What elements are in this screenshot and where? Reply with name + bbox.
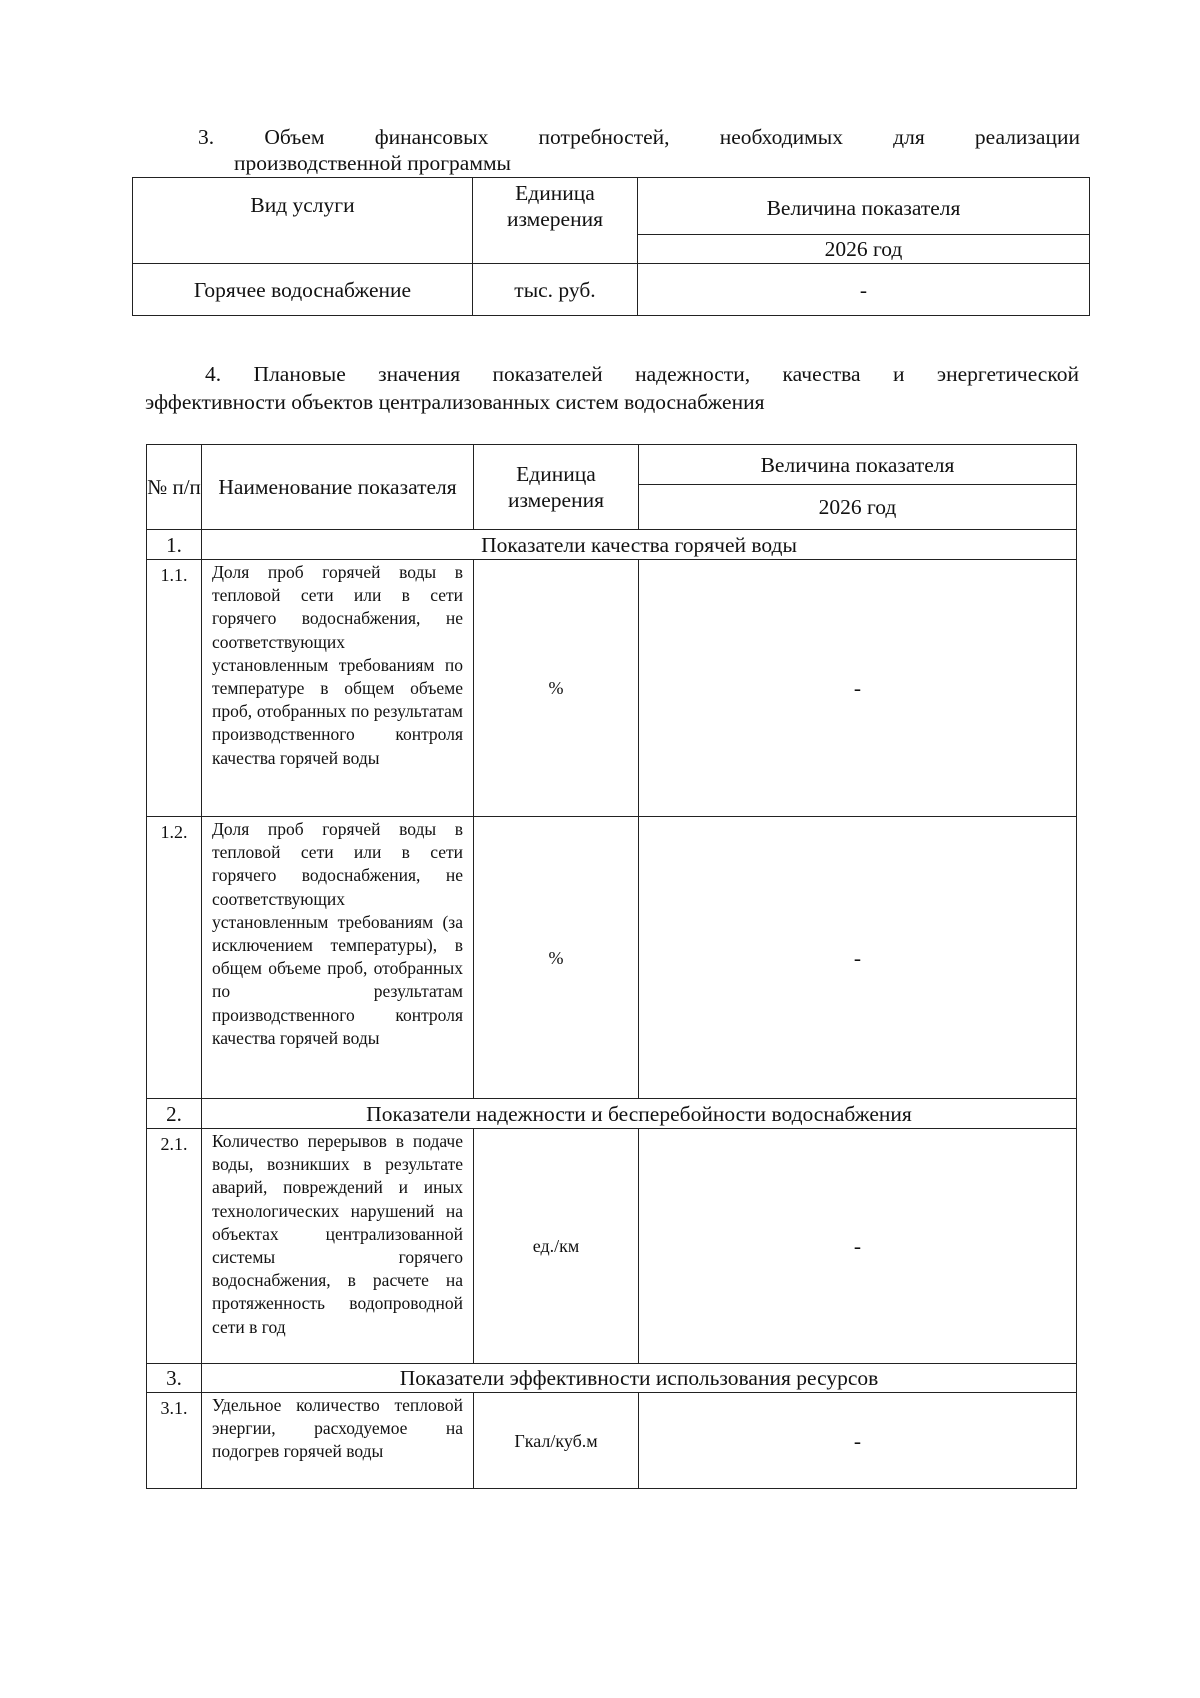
section-3-heading-line-1 xyxy=(198,124,1080,150)
section-title: Показатели эффективности использования ресурсов xyxy=(202,1364,1077,1393)
heading-word: энергетической xyxy=(936,362,1079,386)
indicator-name: Доля проб горячей воды в тепловой сети или в сети горячего водоснабжения, не соответствующих установленным требованиям (за исключением температуры), в общем объеме проб, отобранных по результатам производственного контроля качества горячей воды xyxy=(202,817,474,1099)
indicator-value: - xyxy=(639,1129,1077,1364)
section-title: Показатели надежности и бесперебойности водоснабжения xyxy=(202,1099,1077,1129)
cell-value: - xyxy=(638,264,1090,316)
row-number: 1.1. xyxy=(147,560,202,817)
header-value: Величина показателя xyxy=(639,445,1077,485)
heading-word: 4. xyxy=(205,362,222,386)
indicator-name: Удельное количество тепловой энергии, расходуемое на подогрев горячей воды xyxy=(202,1393,474,1489)
heading-word: показателей xyxy=(492,362,603,386)
section-title: Показатели качества горячей воды xyxy=(202,530,1077,560)
indicator-value: - xyxy=(639,1393,1077,1489)
indicators-table xyxy=(146,444,1077,1489)
heading-word: надежности, xyxy=(635,362,751,386)
indicator-unit: % xyxy=(474,817,639,1099)
header-value: Величина показателя xyxy=(638,178,1090,235)
indicator-unit: ед./км xyxy=(474,1129,639,1364)
section-3-heading xyxy=(198,124,1080,176)
indicator-value: - xyxy=(639,560,1077,817)
heading-word: значения xyxy=(378,362,461,386)
header-unit: Единица измерения xyxy=(474,445,639,530)
section-4-heading-line-1 xyxy=(145,360,1079,388)
indicator-value: - xyxy=(639,817,1077,1099)
row-number: 1.2. xyxy=(147,817,202,1099)
header-name: Наименование показателя xyxy=(202,445,474,530)
cell-unit: тыс. руб. xyxy=(473,264,638,316)
indicator-name: Количество перерывов в подаче воды, возникших в результате аварий, повреждений и иных технологических нарушений на объектах централизованной системы горячего водоснабжения, в расчете на протяженность водопроводной сети в год xyxy=(202,1129,474,1364)
heading-word: необходимых xyxy=(719,125,843,149)
header-unit: Единица измерения xyxy=(473,178,638,264)
indicator-unit: % xyxy=(474,560,639,817)
header-service: Вид услуги xyxy=(133,178,473,264)
section-4-heading-line-2: эффективности объектов централизованных систем водоснабжения xyxy=(145,390,765,414)
heading-word: качества xyxy=(782,362,861,386)
heading-word: реализации xyxy=(974,125,1080,149)
cell-service: Горячее водоснабжение xyxy=(133,264,473,316)
indicator-unit: Гкал/куб.м xyxy=(474,1393,639,1489)
heading-word: и xyxy=(892,362,905,386)
section-number: 1. xyxy=(147,530,202,560)
section-3-number: 3. xyxy=(198,125,215,149)
financial-needs-table xyxy=(132,177,1090,316)
section-number: 2. xyxy=(147,1099,202,1129)
row-number: 2.1. xyxy=(147,1129,202,1364)
heading-word: Плановые xyxy=(253,362,346,386)
heading-word: финансовых xyxy=(374,125,489,149)
heading-word: для xyxy=(893,125,925,149)
section-4-heading xyxy=(145,360,1079,416)
header-year: 2026 год xyxy=(639,485,1077,530)
heading-word: Объем xyxy=(264,125,325,149)
heading-word: потребностей, xyxy=(538,125,670,149)
section-number: 3. xyxy=(147,1364,202,1393)
section-3-heading-line-2: производственной программы xyxy=(234,151,512,175)
header-year: 2026 год xyxy=(638,235,1090,264)
header-num: № п/п xyxy=(147,445,202,530)
indicator-name: Доля проб горячей воды в тепловой сети или в сети горячего водоснабжения, не соответствующих установленным требованиям по температуре в общем объеме проб, отобранных по результатам производственного контроля качества горячей воды xyxy=(202,560,474,817)
row-number: 3.1. xyxy=(147,1393,202,1489)
